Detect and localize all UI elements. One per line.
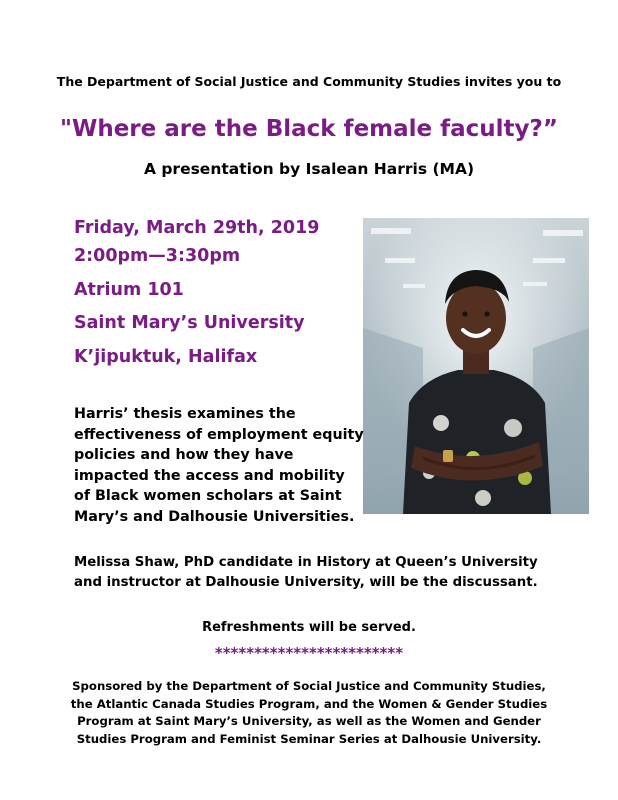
- star-separator: ************************: [214, 644, 404, 662]
- event-title: "Where are the Black female faculty?”: [59, 116, 559, 142]
- speaker-photo-illustration: [363, 218, 589, 514]
- event-time: 2:00pm—3:30pm: [74, 246, 241, 266]
- discussant-info: [74, 553, 574, 593]
- event-room: Atrium 101: [74, 280, 184, 300]
- thesis-description: Harris’ thesis examines the effectiveness of employment equity policies and how they have impacted the access and mobility of Black women scholars at Saint Mary’s and Dalhousie Universities.: [74, 406, 364, 525]
- sponsor-text: Sponsored by the Department of Social Justice and Community Studies, the Atlantic Canada Studies Program, and the Women & Gender Studies Program at Saint Mary’s University, as well as the Women and Gender Studies Program and Feminist Seminar Series at Dalhousie University.: [70, 679, 548, 746]
- refreshments-note: Refreshments will be served.: [202, 620, 416, 635]
- discussant-line-2: and instructor at Dalhousie University, will be the discussant.: [74, 575, 538, 590]
- speaker-photo: [363, 218, 589, 514]
- event-date: Friday, March 29th, 2019: [74, 218, 320, 238]
- event-university: Saint Mary’s University: [74, 313, 305, 333]
- invitation-line: The Department of Social Justice and Community Studies invites you to: [56, 74, 562, 89]
- event-city: K’jipuktuk, Halifax: [74, 347, 258, 367]
- discussant-line-1: Melissa Shaw, PhD candidate in History at Queen’s University: [74, 555, 538, 570]
- presenter-line: A presentation by Isalean Harris (MA): [143, 160, 475, 178]
